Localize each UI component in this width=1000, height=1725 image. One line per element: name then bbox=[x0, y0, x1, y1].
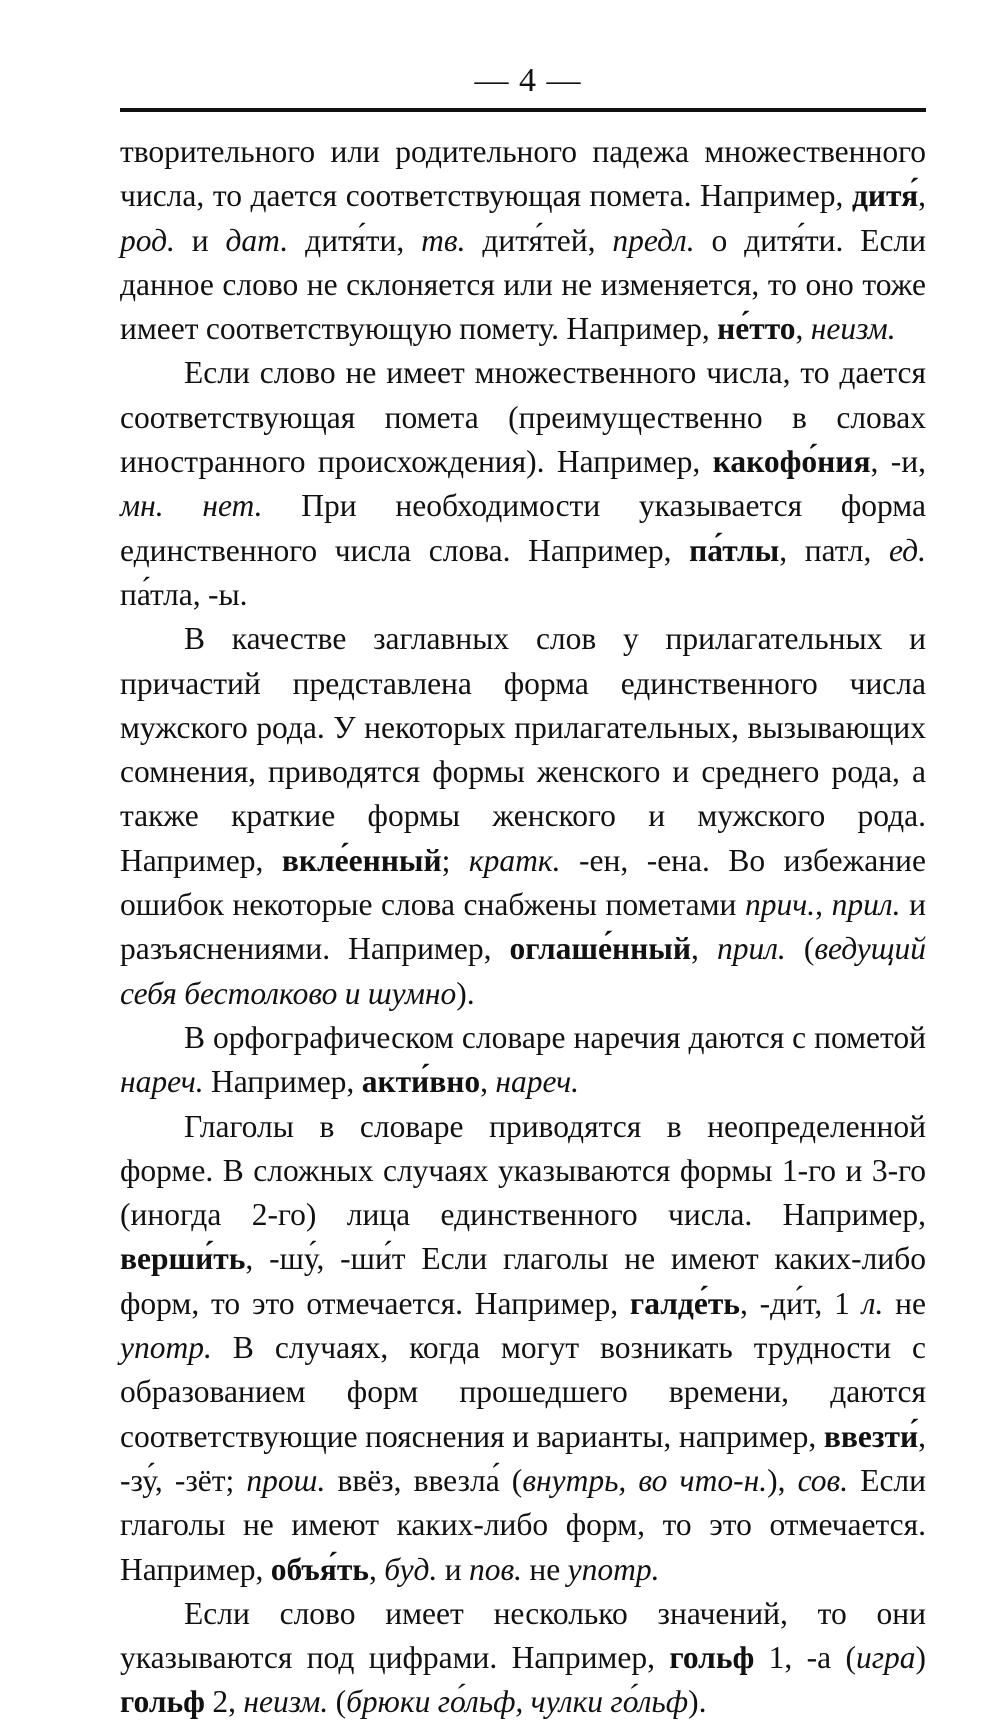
grammatical-label: мн. нет. bbox=[120, 488, 263, 524]
text-run: , bbox=[480, 1064, 496, 1100]
grammatical-label: неизм. bbox=[810, 311, 896, 347]
grammatical-label: тв. bbox=[421, 222, 466, 258]
headword: вкле́енный bbox=[281, 842, 442, 878]
text-run: творительного или родительного падежа множественного числа, то дается соответствующая помета. Например, bbox=[120, 134, 926, 214]
text-run: , -и, bbox=[870, 444, 926, 480]
text-run: , bbox=[795, 311, 811, 347]
grammatical-label: дат. bbox=[225, 222, 289, 258]
paragraph bbox=[120, 617, 926, 1016]
headword: какофо́ния bbox=[712, 444, 871, 480]
headword: акти́вно bbox=[361, 1064, 481, 1100]
text-run: ), bbox=[767, 1462, 798, 1498]
text-run: ( bbox=[328, 1684, 347, 1720]
header-rule bbox=[120, 108, 926, 112]
text-run: Если слово не имеет множественного числа, то дается соответствующая помета (преимущественно в словах иностранного происхождения). Например, bbox=[120, 355, 926, 480]
grammatical-label: неизм. bbox=[243, 1684, 329, 1720]
page-number: — 4 — bbox=[474, 62, 582, 99]
headword: ввезти́ bbox=[823, 1418, 919, 1454]
text-run: При необходимости указывается форма единственного числа слова. Например, bbox=[120, 488, 926, 568]
text-run: -ен, -ена. Во избежание ошибок некоторые слова снабжены пометами bbox=[120, 842, 926, 923]
headword: гольф bbox=[120, 1684, 205, 1720]
headword: объя́ть bbox=[270, 1551, 369, 1587]
text-run: Например, bbox=[203, 1064, 362, 1100]
text-run: па́тла, -ы. bbox=[120, 576, 248, 612]
text-run: Глаголы в словаре приводятся в неопределенной форме. В сложных случаях указываются формы 1-го и 3-го (иногда 2-го) лица единственного числа. Например, bbox=[120, 1108, 926, 1233]
grammatical-label: л. bbox=[861, 1285, 884, 1321]
grammatical-label: внутрь, во что-н. bbox=[522, 1462, 768, 1498]
text-run: В случаях, когда могут возникать трудности с образованием форм прошедшего времени, даются соответствующие пояснения и варианты, например, bbox=[120, 1330, 926, 1454]
text-run: ; bbox=[441, 842, 469, 878]
text-run: , bbox=[368, 1551, 385, 1587]
text-run: , -зу́, -зёт; bbox=[120, 1418, 926, 1498]
headword: верши́ть bbox=[120, 1241, 246, 1277]
grammatical-label: нареч. bbox=[495, 1064, 579, 1100]
grammatical-label: употр. bbox=[567, 1551, 660, 1587]
grammatical-label: пов. bbox=[468, 1551, 523, 1587]
text-run: , -шу́, -ши́т Если глаголы не имеют каких-либо форм, то это отмечается. Например, bbox=[120, 1241, 926, 1321]
headword: гольф bbox=[669, 1640, 755, 1676]
paragraph bbox=[120, 130, 926, 351]
grammatical-label: брюки го́льф, чулки го́льф bbox=[346, 1684, 689, 1720]
headword: дитя́ bbox=[851, 178, 919, 214]
grammatical-label: сов. bbox=[797, 1462, 849, 1498]
grammatical-label: игра bbox=[855, 1640, 916, 1676]
grammatical-label: кратк. bbox=[468, 842, 561, 878]
grammatical-label: нареч. bbox=[120, 1064, 204, 1100]
grammatical-label: прил. bbox=[716, 931, 786, 967]
text-run: , bbox=[691, 931, 717, 967]
grammatical-label: прош. bbox=[246, 1462, 326, 1498]
paragraph bbox=[120, 1592, 926, 1725]
text-run: о дитя́ти. Если данное слово не склоняется или не изменяется, то оно тоже имеет соответствующую помету. Например, bbox=[120, 222, 927, 347]
text-run: В орфографическом словаре наречия даются с пометой bbox=[184, 1019, 926, 1055]
text-run: Если слово имеет несколько значений, то они указываются под цифрами. Например, bbox=[120, 1595, 926, 1676]
text-run: , bbox=[815, 887, 832, 923]
text-run: дитя́ти, bbox=[288, 222, 422, 258]
text-run: Если глаголы не имеют каких-либо форм, то это отмечается. Например, bbox=[120, 1462, 926, 1587]
paragraph bbox=[120, 1016, 926, 1105]
grammatical-label: употр. bbox=[120, 1330, 212, 1366]
text-run: , патл, bbox=[779, 532, 889, 568]
paragraph bbox=[120, 1105, 926, 1592]
grammatical-label: предл. bbox=[612, 222, 695, 258]
text-run: не bbox=[522, 1551, 568, 1587]
headword: галде́ть bbox=[629, 1285, 740, 1321]
text-run: , bbox=[918, 178, 926, 214]
headword: не́тто bbox=[717, 311, 796, 347]
grammatical-label: буд. bbox=[384, 1551, 438, 1587]
text-run: 1, -а ( bbox=[754, 1640, 856, 1676]
grammatical-label: прич. bbox=[745, 887, 816, 923]
text-run: и bbox=[437, 1551, 469, 1587]
text-run: ) bbox=[915, 1640, 926, 1676]
text-run: дитя́тей, bbox=[465, 222, 613, 258]
text-run: ввёз, ввезла́ ( bbox=[325, 1462, 523, 1498]
text-run: и разъяснениями. Например, bbox=[120, 887, 926, 967]
grammatical-label: ведущий себя бестолково и шумно bbox=[120, 931, 927, 1011]
text-run: В качестве заглавных слов у прилагательных и причастий представлена форма единственного числа мужского рода. У некоторых прилагательных, вызывающих сомнения, приводятся формы женского и среднего рода, а также краткие формы женского и мужского рода. Например, bbox=[120, 621, 926, 878]
headword: па́тлы bbox=[689, 532, 780, 568]
paragraph bbox=[120, 351, 926, 617]
text-run: ( bbox=[785, 931, 815, 967]
grammatical-label: прил. bbox=[831, 887, 901, 923]
grammatical-label: род. bbox=[120, 222, 175, 258]
grammatical-label: ед. bbox=[888, 532, 926, 568]
text-run: ). bbox=[456, 975, 475, 1011]
body-text bbox=[120, 130, 926, 1725]
text-run: не bbox=[883, 1285, 926, 1321]
headword: оглаше́нный bbox=[509, 931, 692, 967]
text-run: 2, bbox=[204, 1684, 244, 1720]
text-run: , -ди́т, 1 bbox=[739, 1285, 862, 1321]
text-run: и bbox=[174, 222, 226, 258]
text-run: ). bbox=[688, 1684, 707, 1720]
